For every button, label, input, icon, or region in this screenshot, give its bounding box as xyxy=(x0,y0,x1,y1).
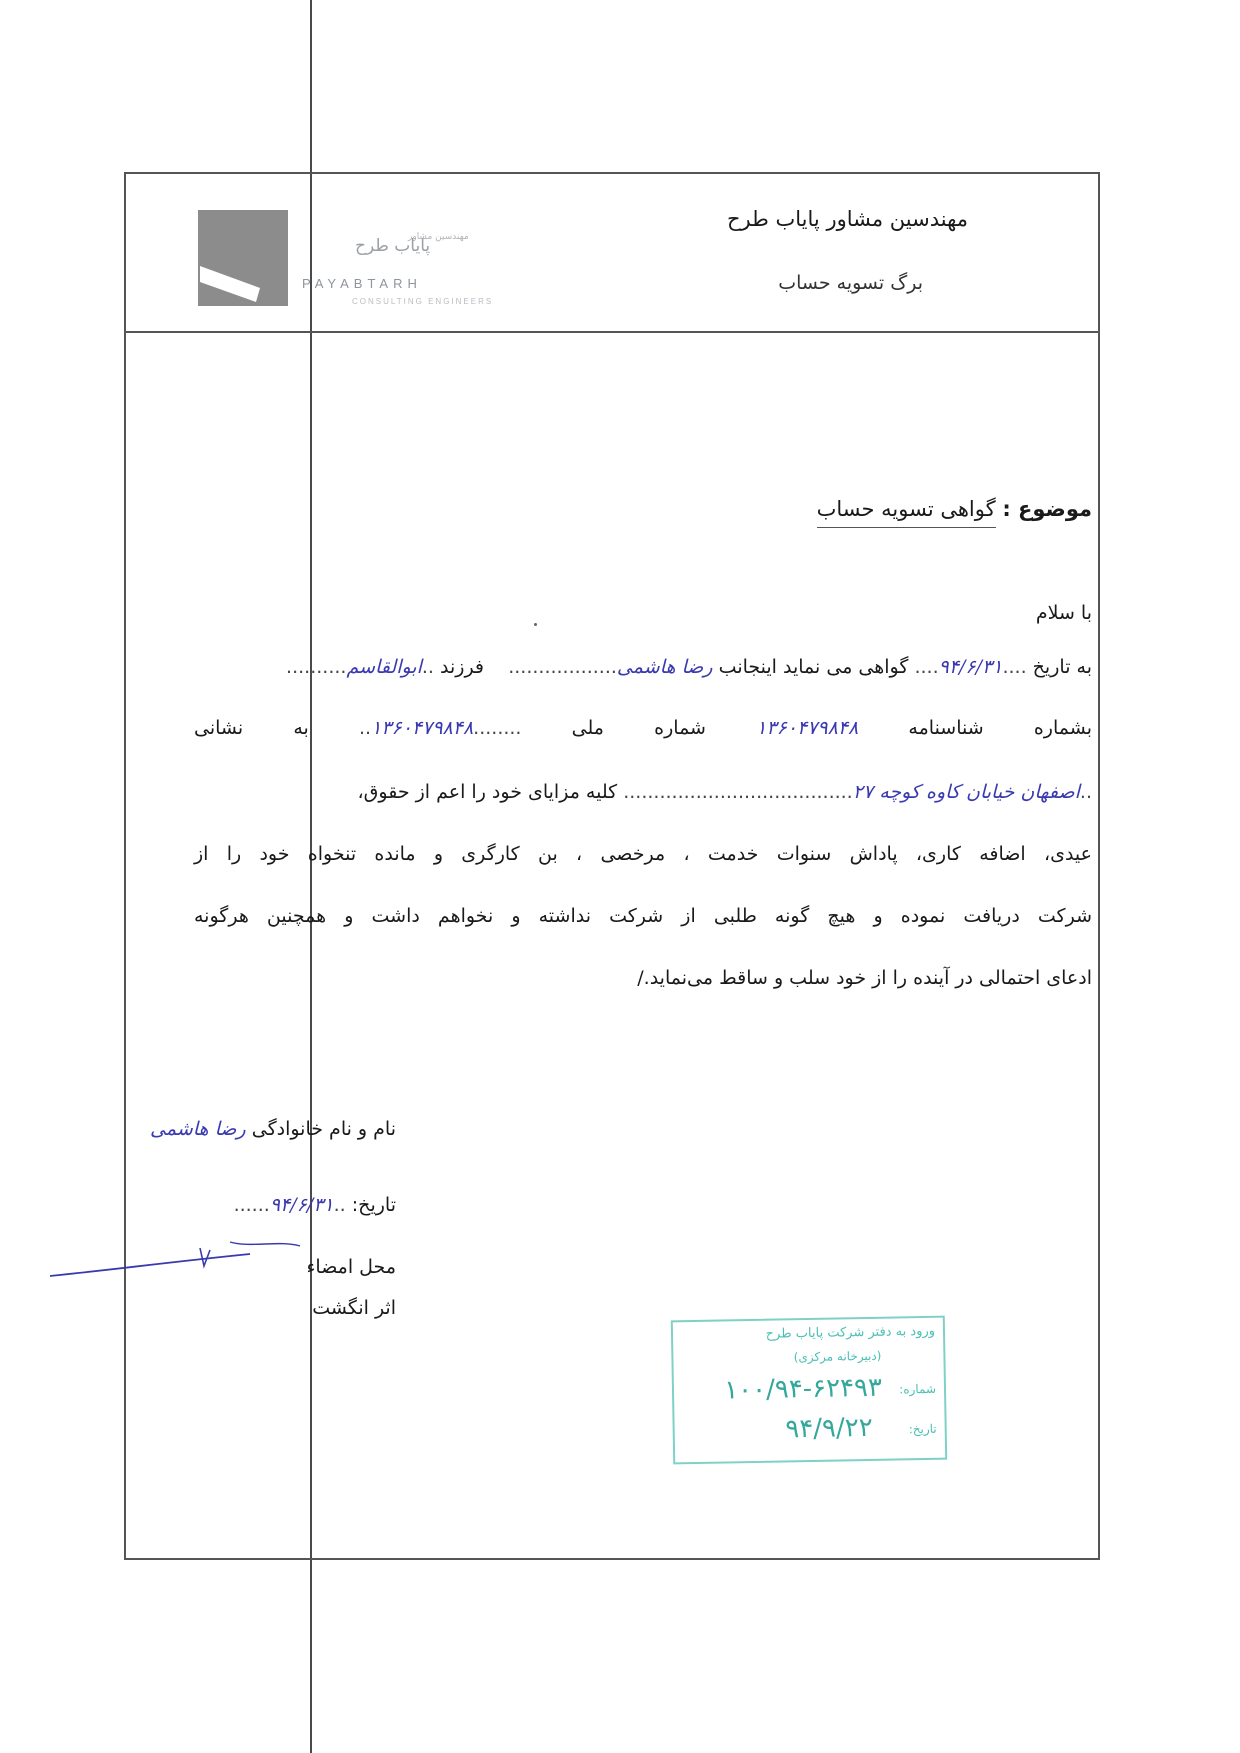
text-national-id: شماره ملی xyxy=(571,717,706,739)
ink-dot xyxy=(534,623,537,626)
subject-line xyxy=(817,497,1092,521)
body-line-4: عیدی، اضافه کاری، پاداش سنوات خدمت ، مرخصی ، بن کارگری و مانده تنخواه خود را از xyxy=(194,843,1092,865)
company-logo-icon xyxy=(198,210,288,306)
handwritten-signer-name: رضا هاشمی xyxy=(150,1118,246,1140)
body-line-3: ..اصفهان خیابان کاوه کوچه ۲۷...................................... کلیه مزایای خود را اعم از حقوق، xyxy=(357,781,1092,803)
name-row xyxy=(150,1118,396,1140)
handwritten-name: رضا هاشمی xyxy=(616,656,713,678)
handwritten-date: ۹۴/۶/۳۱ xyxy=(938,656,1003,678)
logo-english-subtitle: CONSULTING ENGINEERS xyxy=(352,297,494,306)
logo-persian-name: پایاب طرح xyxy=(355,236,431,256)
text-id-number: بشماره شناسنامه xyxy=(908,717,1092,739)
sign-place-label: محل امضاء xyxy=(306,1256,396,1278)
subject-value: گواهی تسویه حساب xyxy=(817,497,996,528)
body-line-6: ادعای احتمالی در آینده را از خود سلب و ساقط می‌نماید./ xyxy=(637,967,1092,989)
date-label: تاریخ: xyxy=(351,1194,396,1216)
stamp-number-label: شماره: xyxy=(899,1381,937,1397)
office-entry-stamp xyxy=(671,1316,947,1465)
stamp-date: ۹۴/۹/۲۲ xyxy=(785,1412,873,1445)
text-child-of: فرزند xyxy=(440,656,485,678)
stamp-date-label: تاریخ: xyxy=(908,1421,937,1437)
text-certify: گواهی می نماید اینجانب xyxy=(718,656,909,678)
form-title: برگ تسویه حساب xyxy=(778,272,923,294)
logo-persian-subtitle: مهندسین مشاور xyxy=(408,232,469,242)
body-line-1: به تاریخ ....۹۴/۶/۳۱.... گواهی می نماید اینجانب رضا هاشمی.................. فرزند ..ابوالقاسم.......... xyxy=(286,656,1092,678)
header-divider xyxy=(124,331,1100,333)
handwritten-address: اصفهان خیابان کاوه کوچه ۲۷ xyxy=(852,781,1080,803)
company-name: مهندسین مشاور پایاب طرح xyxy=(726,207,968,231)
handwritten-sign-date: ۹۴/۶/۳۱ xyxy=(269,1194,334,1216)
handwritten-father-name: ابوالقاسم xyxy=(346,656,422,678)
stamp-subtitle: (دبیرخانه مرکزی) xyxy=(793,1348,882,1365)
logo-english-name: PAYABTARH xyxy=(302,276,422,291)
greeting: با سلام xyxy=(1035,602,1092,624)
text-date-intro: به تاریخ xyxy=(1032,656,1092,678)
stamp-title: ورود به دفتر شرکت پایاب طرح xyxy=(765,1323,936,1342)
text-benefits: کلیه مزایای خود را اعم از حقوق، xyxy=(357,781,618,803)
form-frame xyxy=(124,172,1100,1560)
handwritten-id-number: ۱۳۶۰۴۷۹۸۴۸ xyxy=(756,717,859,739)
stamp-number: ۱۰۰/۹۴-۶۲۴۹۳ xyxy=(723,1372,883,1406)
body-line-2: بشماره شناسنامه ۱۳۶۰۴۷۹۸۴۸ شماره ملی ........۱۳۶۰۴۷۹۸۴۸.. به نشانی xyxy=(194,717,1092,739)
text-address-intro: به نشانی xyxy=(194,717,309,739)
handwritten-national-id: ۱۳۶۰۴۷۹۸۴۸ xyxy=(371,717,474,739)
date-row: تاریخ: ..۹۴/۶/۳۱...... xyxy=(233,1194,396,1216)
body-line-5: شرکت دریافت نموده و هیچ گونه طلبی از شرکت نداشته و نخواهم داشت و همچنین هرگونه xyxy=(194,905,1092,927)
fingerprint-label: اثر انگشت xyxy=(312,1297,396,1319)
name-label: نام و نام خانوادگی xyxy=(251,1118,396,1140)
signature-mark xyxy=(50,1240,330,1300)
subject-label: موضوع : xyxy=(1002,497,1092,521)
